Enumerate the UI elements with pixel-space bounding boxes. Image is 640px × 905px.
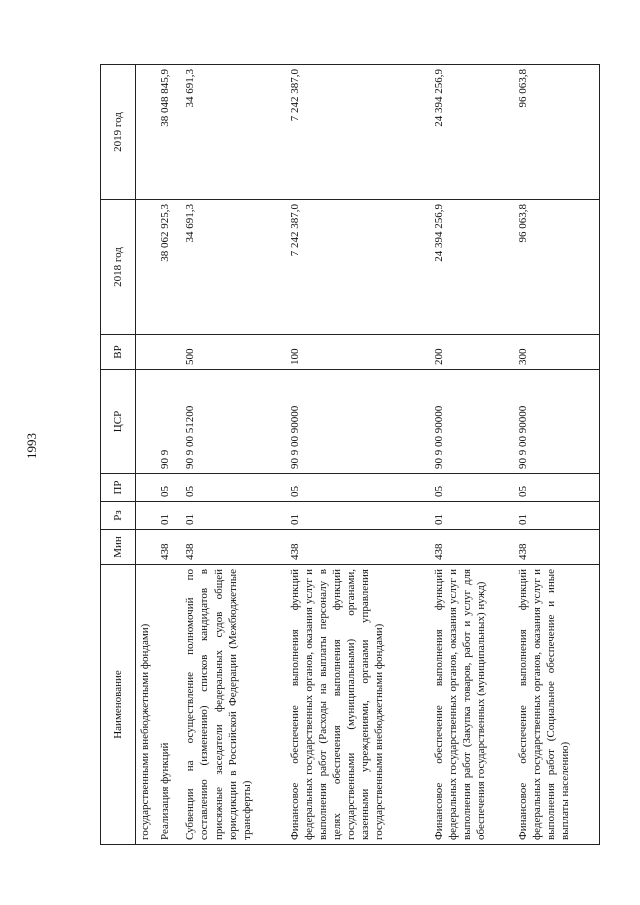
cell-2018 (136, 200, 157, 335)
cell-2018: 24 394 256,9 (430, 200, 515, 335)
cell-min (136, 530, 157, 565)
cell-rz (136, 502, 157, 530)
cell-min: 438 (156, 530, 181, 565)
cell-2019 (136, 65, 157, 200)
cell-2019: 7 242 387,0 (286, 65, 430, 200)
cell-min: 438 (181, 530, 285, 565)
cell-vr: 200 (430, 335, 515, 370)
header-pr: ПР (101, 474, 136, 502)
cell-2018: 96 063,8 (514, 200, 599, 335)
cell-2018: 38 062 925,3 (156, 200, 181, 335)
cell-name: Реализация функций (156, 565, 181, 845)
cell-rz: 01 (430, 502, 515, 530)
cell-min: 438 (514, 530, 599, 565)
cell-pr (136, 474, 157, 502)
header-min: Мин (101, 530, 136, 565)
cell-2019: 24 394 256,9 (430, 65, 515, 200)
table-row (514, 65, 599, 845)
cell-rz: 01 (156, 502, 181, 530)
budget-table (100, 64, 600, 845)
cell-min: 438 (430, 530, 515, 565)
cell-name: Финансовое обеспечение выполнения функций федеральных государственных органов, оказания услуг и выполнения работ (Закупка товаров, работ и услуг для обеспечения государственных (муниципальных) нужд) (430, 565, 515, 845)
page-number: 1993 (24, 433, 39, 459)
cell-vr: 300 (514, 335, 599, 370)
table-header-row (101, 65, 136, 845)
cell-2018: 34 691,3 (181, 200, 285, 335)
cell-csr: 90 9 00 90000 (286, 370, 430, 474)
cell-vr: 500 (181, 335, 285, 370)
cell-pr: 05 (181, 474, 285, 502)
cell-2018: 7 242 387,0 (286, 200, 430, 335)
header-csr: ЦСР (101, 370, 136, 474)
cell-pr: 05 (156, 474, 181, 502)
cell-csr: 90 9 00 51200 (181, 370, 285, 474)
cell-rz: 01 (286, 502, 430, 530)
cell-name: Субвенции на осуществление полномочий по составлению (изменению) списков кандидатов в присяжные заседатели федеральных судов общей юрисдикции в Российской Федерации (Межбюджетные трансферты) (181, 565, 285, 845)
header-2019: 2019 год (101, 65, 136, 200)
cell-vr (156, 335, 181, 370)
table-row (136, 65, 157, 845)
cell-min: 438 (286, 530, 430, 565)
cell-name: Финансовое обеспечение выполнения функций федеральных государственных органов, оказания услуг и выполнения работ (Социальное обеспечение и иные выплаты населению) (514, 565, 599, 845)
cell-rz: 01 (514, 502, 599, 530)
header-rz: Рз (101, 502, 136, 530)
table-row (286, 65, 430, 845)
table-row (181, 65, 285, 845)
cell-pr: 05 (286, 474, 430, 502)
cell-2019: 38 048 845,9 (156, 65, 181, 200)
cell-2019: 34 691,3 (181, 65, 285, 200)
header-vr: ВР (101, 335, 136, 370)
table-row (430, 65, 515, 845)
cell-pr: 05 (430, 474, 515, 502)
cell-name: государственными внебюджетными фондами) (136, 565, 157, 845)
cell-csr: 90 9 00 90000 (430, 370, 515, 474)
cell-2019: 96 063,8 (514, 65, 599, 200)
cell-csr: 90 9 (156, 370, 181, 474)
cell-pr: 05 (514, 474, 599, 502)
table-container (100, 65, 600, 845)
cell-vr: 100 (286, 335, 430, 370)
header-name: Наименование (101, 565, 136, 845)
cell-rz: 01 (181, 502, 285, 530)
cell-name: Финансовое обеспечение выполнения функций федеральных государственных органов, оказания услуг и выполнения работ (Расходы на выплаты персоналу в целях обеспечения выполнения функций государственными (муниципальными) органами, казенными учреждениями, органами управления государственными внебюджетными фондами) (286, 565, 430, 845)
header-2018: 2018 год (101, 200, 136, 335)
cell-csr (136, 370, 157, 474)
table-row (156, 65, 181, 845)
cell-vr (136, 335, 157, 370)
cell-csr: 90 9 00 90000 (514, 370, 599, 474)
